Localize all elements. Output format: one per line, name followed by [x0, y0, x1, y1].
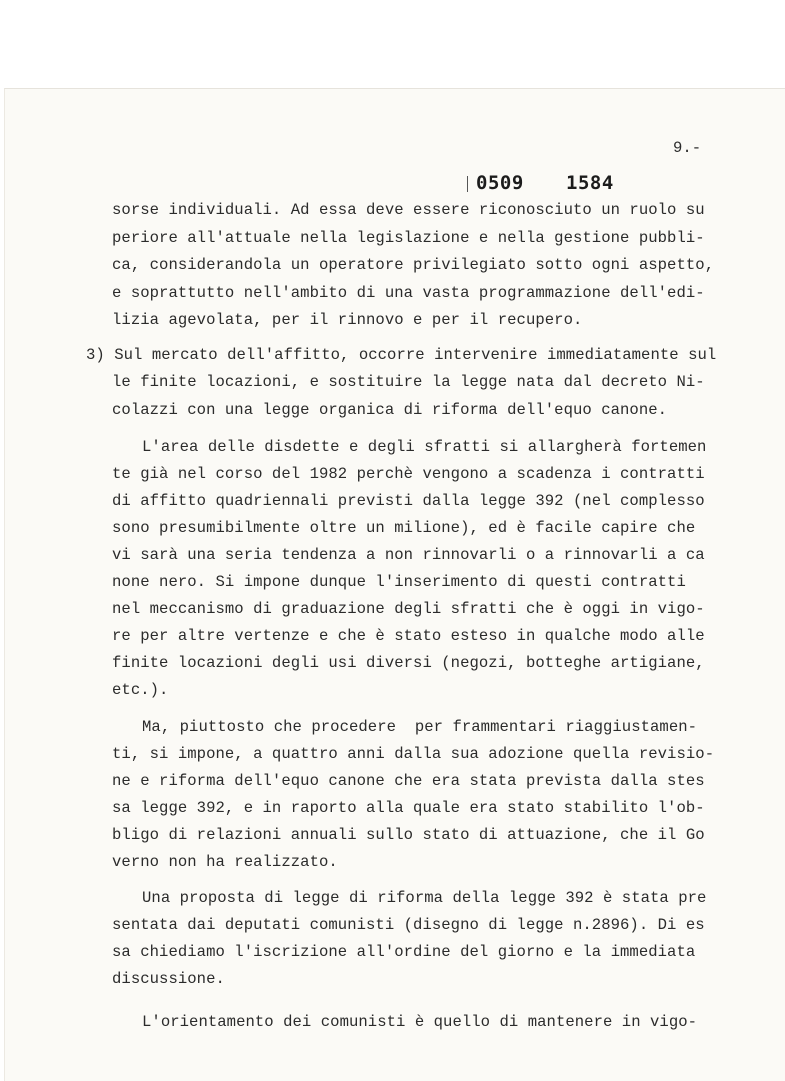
text-line-24: verno non ha realizzato. — [112, 853, 338, 871]
text-line-12: sono presumibilmente oltre un milione), ed è facile capire che — [112, 519, 696, 537]
stamp-divider — [467, 176, 468, 192]
text-line-16: re per altre vertenze e che è stato esteso in qualche modo alle — [112, 627, 705, 645]
text-line-17: finite locazioni degli usi diversi (negozi, botteghe artigiane, — [112, 654, 705, 672]
text-line-22: sa legge 392, e in raporto alla quale era stato stabilito l'ob- — [112, 799, 705, 817]
text-line-18: etc.). — [112, 681, 169, 699]
archive-stamp-left: 0509 — [476, 172, 524, 194]
text-line-25: Una proposta di legge di riforma della legge 392 è stata pre — [142, 889, 707, 907]
text-line-27: sa chiediamo l'iscrizione all'ordine del giorno e la immediata — [112, 943, 696, 961]
text-line-23: bligo di relazioni annuali sullo stato di attuazione, che il Go — [112, 826, 705, 844]
page-number: 9.- — [673, 139, 702, 157]
text-line-20: ti, si impone, a quattro anni dalla sua adozione quella revisio- — [112, 745, 715, 763]
text-line-26: sentata dai deputati comunisti (disegno di legge n.2896). Di es — [112, 916, 705, 934]
text-line-21: ne e riforma dell'equo canone che era stata prevista dalla stes — [112, 772, 705, 790]
text-line-5: lizia agevolata, per il rinnovo e per il recupero. — [112, 311, 583, 329]
text-line-1: sorse individuali. Ad essa deve essere riconosciuto un ruolo su — [112, 201, 705, 219]
text-line-2: periore all'attuale nella legislazione e nella gestione pubbli- — [112, 229, 705, 247]
text-line-8: colazzi con una legge organica di riforma dell'equo canone. — [112, 401, 668, 419]
archive-stamp-right: 1584 — [566, 172, 614, 194]
text-line-9: L'area delle disdette e degli sfratti si allargherà fortemen — [142, 438, 707, 456]
text-line-13: vi sarà una seria tendenza a non rinnovarli o a rinnovarli a ca — [112, 546, 705, 564]
text-line-4: e soprattutto nell'ambito di una vasta programmazione dell'edi- — [112, 284, 705, 302]
text-line-10: te già nel corso del 1982 perchè vengono a scadenza i contratti — [112, 465, 705, 483]
text-line-14: none nero. Si impone dunque l'inserimento di questi contratti — [112, 573, 686, 591]
text-line-15: nel meccanismo di graduazione degli sfratti che è oggi in vigo- — [112, 600, 705, 618]
text-line-11: di affitto quadriennali previsti dalla legge 392 (nel complesso — [112, 492, 705, 510]
text-line-6: 3) Sul mercato dell'affitto, occorre intervenire immediatamente sul — [86, 346, 717, 364]
text-line-29: L'orientamento dei comunisti è quello di mantenere in vigo- — [142, 1013, 698, 1031]
text-line-19: Ma, piuttosto che procedere per frammentari riaggiustamen- — [142, 718, 698, 736]
text-line-7: le finite locazioni, e sostituire la legge nata dal decreto Ni- — [112, 373, 705, 391]
text-line-28: discussione. — [112, 970, 225, 988]
text-line-3: ca, considerandola un operatore privilegiato sotto ogni aspetto, — [112, 256, 715, 274]
